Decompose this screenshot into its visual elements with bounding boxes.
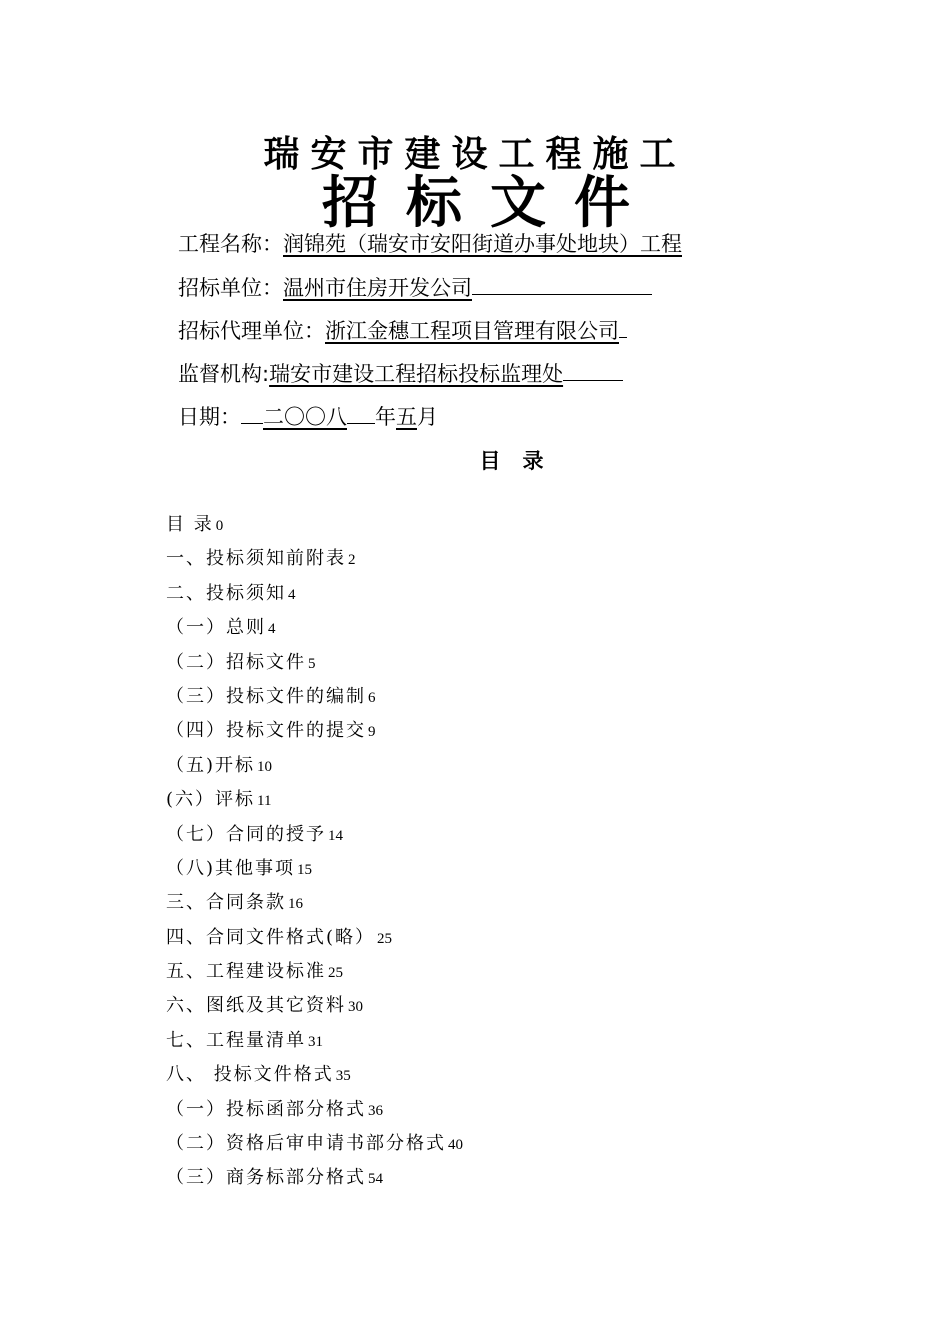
- project-name-value: 润锦苑（瑞安市安阳街道办事处地块）工程: [283, 232, 682, 256]
- toc-entry-page: 25: [328, 965, 343, 982]
- table-of-contents: [166, 508, 463, 1196]
- toc-entry-page: 4: [268, 621, 276, 638]
- toc-entry-label: （七）合同的授予: [166, 823, 326, 845]
- toc-entry[interactable]: [166, 577, 463, 611]
- cover-title-line1: 瑞安市建设工程施工: [263, 134, 687, 175]
- toc-entry-page: 54: [368, 1171, 383, 1188]
- toc-entry[interactable]: [166, 542, 463, 576]
- toc-entry[interactable]: [166, 921, 463, 955]
- toc-entry[interactable]: [166, 646, 463, 680]
- toc-entry-page: 16: [288, 896, 303, 913]
- project-name-label: 工程名称：: [178, 232, 283, 256]
- toc-entry-label: 五、工程建设标准: [166, 961, 326, 983]
- toc-entry[interactable]: [166, 1127, 463, 1161]
- tenderer-label: 招标单位：: [178, 276, 283, 300]
- toc-entry[interactable]: [166, 508, 463, 542]
- toc-entry-label: (六）评标: [166, 789, 256, 811]
- toc-entry-label: （八)其他事项: [166, 857, 296, 879]
- toc-entry-page: 9: [368, 724, 376, 741]
- toc-entry[interactable]: [166, 1093, 463, 1127]
- toc-entry-page: 4: [288, 586, 296, 603]
- toc-entry-label: 四、合同文件格式(略）: [166, 926, 376, 948]
- toc-entry-label: 三、合同条款: [166, 892, 286, 914]
- date-label: 日期：: [178, 405, 241, 429]
- agent-value: 浙江金穗工程项目管理有限公司: [325, 319, 619, 343]
- cover-title-line2: 招标文件: [322, 171, 658, 236]
- toc-entry-label: 一、投标须知前附表: [166, 548, 346, 570]
- toc-entry-page: 5: [308, 655, 316, 672]
- toc-entry[interactable]: [166, 749, 463, 783]
- tenderer-underline: [472, 272, 652, 295]
- toc-entry-label: （五)开标: [166, 754, 256, 776]
- toc-entry-page: 15: [297, 861, 313, 878]
- toc-entry-label: （一）总则: [166, 617, 266, 639]
- supervisor-underline: [563, 358, 623, 381]
- toc-entry[interactable]: [166, 680, 463, 714]
- toc-entry-page: 11: [257, 793, 272, 810]
- toc-entry-label: 六、图纸及其它资料: [166, 995, 346, 1017]
- toc-entry-page: 25: [377, 930, 393, 947]
- toc-entry-label: （二）资格后审申请书部分格式: [166, 1133, 446, 1155]
- toc-entry[interactable]: [166, 886, 463, 920]
- toc-entry-page: 0: [215, 518, 224, 534]
- toc-entry-page: 31: [308, 1033, 323, 1050]
- toc-entry-page: 35: [335, 1068, 351, 1085]
- toc-entry[interactable]: [166, 714, 463, 748]
- toc-entry[interactable]: [166, 1024, 463, 1058]
- agent-label: 招标代理单位：: [178, 319, 325, 343]
- toc-entry-label: 目 录: [166, 514, 214, 535]
- toc-entry[interactable]: [166, 852, 463, 886]
- toc-entry-page: 40: [448, 1137, 463, 1154]
- toc-entry[interactable]: [166, 818, 463, 852]
- toc-entry-label: 八、 投标文件格式: [166, 1064, 334, 1086]
- date-year-suffix: 年: [375, 405, 396, 429]
- toc-entry-page: 10: [257, 758, 273, 775]
- toc-entry-page: 2: [348, 552, 356, 569]
- agent-underline: [619, 315, 627, 338]
- toc-entry[interactable]: [166, 783, 463, 817]
- toc-entry-label: （一）投标函部分格式: [166, 1098, 366, 1120]
- tenderer-value: 温州市住房开发公司: [283, 276, 472, 300]
- supervisor-label: 监督机构:: [178, 362, 270, 386]
- date-year: 二〇〇八: [263, 405, 347, 429]
- toc-entry-page: 36: [368, 1102, 383, 1119]
- toc-entry-label: （三）商务标部分格式: [166, 1167, 366, 1189]
- date-month: 五: [396, 405, 417, 429]
- toc-entry[interactable]: [166, 955, 463, 989]
- agent-row: [178, 315, 627, 346]
- toc-entry-label: （四）投标文件的提交: [166, 720, 366, 742]
- date-month-suffix: 月: [417, 405, 438, 429]
- toc-entry[interactable]: [166, 989, 463, 1023]
- project-name-row: [178, 229, 682, 259]
- tenderer-row: [178, 272, 652, 303]
- toc-entry-page: 30: [348, 999, 363, 1016]
- date-underline-right: [347, 401, 375, 424]
- toc-entry[interactable]: [166, 1058, 463, 1092]
- supervisor-row: [178, 358, 623, 389]
- toc-heading: 目录: [479, 448, 566, 473]
- toc-entry[interactable]: [166, 1161, 463, 1195]
- toc-entry-label: 二、投标须知: [166, 582, 286, 604]
- toc-entry-label: （三）投标文件的编制: [166, 685, 366, 707]
- date-underline-left: [241, 401, 263, 424]
- date-row: [178, 401, 438, 432]
- toc-entry-page: 14: [328, 827, 343, 844]
- toc-entry-label: （二）招标文件: [166, 651, 306, 673]
- supervisor-value: 瑞安市建设工程招标投标监理处: [269, 362, 564, 386]
- toc-entry[interactable]: [166, 611, 463, 645]
- toc-entry-label: 七、工程量清单: [166, 1029, 306, 1051]
- toc-entry-page: 6: [368, 689, 376, 706]
